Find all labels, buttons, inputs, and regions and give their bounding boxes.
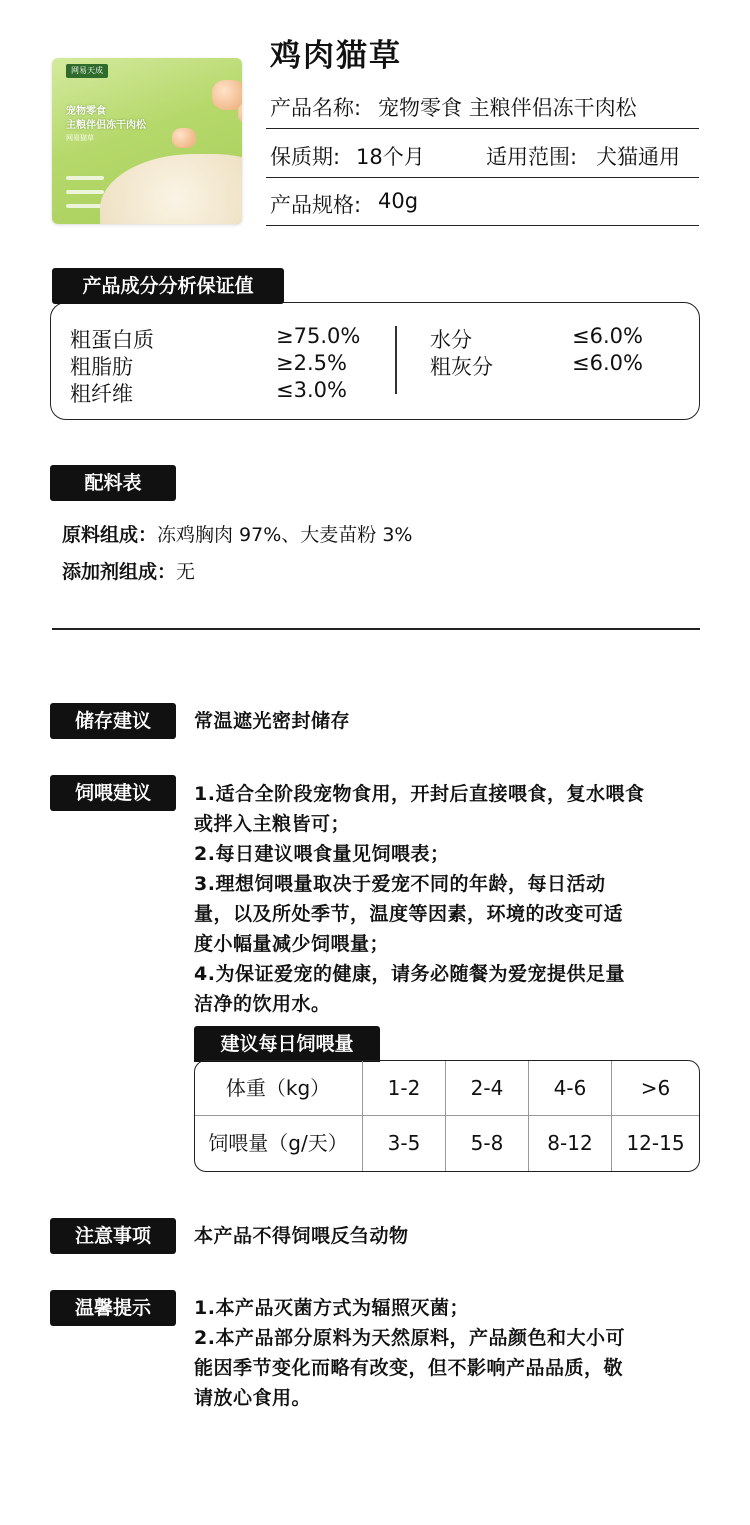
analysis-value: ≥75.0% [276, 324, 361, 348]
package-sub-label: 网易猫草 [66, 134, 94, 142]
scope-value: 犬猫通用 [596, 145, 680, 169]
analysis-divider [395, 326, 397, 394]
feeding-line: 量，以及所处季节，温度等因素，环境的改变可适 [194, 903, 624, 925]
analysis-value: ≤6.0% [572, 351, 643, 375]
tips-line: 2.本产品部分原料为天然原料，产品颜色和大小可 [194, 1327, 625, 1349]
package-line-1: 宠物零食 [66, 106, 106, 117]
info-row-spec [266, 181, 699, 226]
analysis-name: 粗灰分 [430, 355, 493, 379]
analysis-tab: 产品成分分析保证值 [52, 268, 284, 304]
notice-text: 本产品不得饲喂反刍动物 [194, 1225, 409, 1247]
package-bullet [66, 190, 104, 194]
package-line-2: 主粮伴侣冻干肉松 [66, 120, 146, 131]
info-row-name [266, 84, 699, 129]
package-food-illustration [100, 154, 242, 224]
ingredients-tab: 配料表 [50, 465, 176, 501]
analysis-value: ≤6.0% [572, 324, 643, 348]
storage-text: 常温遮光密封储存 [194, 710, 351, 732]
daily-feeding-table [194, 1060, 700, 1172]
spec-label: 产品规格: [270, 193, 362, 217]
tips-line: 能因季节变化而略有改变，但不影响产品品质，敬 [194, 1357, 624, 1379]
spec-value: 40g [378, 189, 419, 213]
scope-label: 适用范围: [486, 145, 578, 169]
package-brand-label: 网易天成 [66, 64, 108, 78]
product-title: 鸡肉猫草 [270, 38, 402, 74]
feeding-line: 度小幅量减少饲喂量； [194, 933, 390, 955]
analysis-name: 粗脂肪 [70, 355, 133, 379]
table-cell: 3-5 [387, 1131, 421, 1155]
table-cell: 2-4 [470, 1076, 504, 1100]
package-bullet [66, 176, 104, 180]
shelf-life-value: 18个月 [356, 145, 425, 169]
table-cell: >6 [640, 1076, 671, 1100]
analysis-value: ≥2.5% [276, 351, 347, 375]
package-chicken-chunk [212, 80, 242, 110]
product-name-label: 产品名称: [270, 96, 362, 120]
table-row-header-amount: 饲喂量（g/天） [208, 1131, 348, 1155]
analysis-name: 粗纤维 [70, 382, 133, 406]
table-cell: 5-8 [470, 1131, 504, 1155]
notice-tab: 注意事项 [50, 1218, 176, 1254]
tips-tab: 温馨提示 [50, 1290, 176, 1326]
table-cell: 12-15 [626, 1131, 685, 1155]
tips-line: 1.本产品灭菌方式为辐照灭菌； [194, 1297, 469, 1319]
table-cell: 8-12 [547, 1131, 593, 1155]
feeding-line: 3.理想饲喂量取决于爱宠不同的年龄，每日活动 [194, 873, 606, 895]
additive-value: 无 [176, 561, 196, 583]
storage-tab: 储存建议 [50, 703, 176, 739]
analysis-name: 水分 [430, 328, 472, 352]
raw-label: 原料组成： [62, 524, 158, 546]
product-name-value: 宠物零食 主粮伴侣冻干肉松 [378, 96, 637, 120]
table-cell: 1-2 [387, 1076, 421, 1100]
section-divider [52, 628, 700, 630]
feeding-line: 4.为保证爱宠的健康，请务必随餐为爱宠提供足量 [194, 963, 625, 985]
raw-ingredients [62, 520, 412, 547]
package-chicken-chunk [172, 128, 196, 148]
feeding-line: 洁净的饮用水。 [194, 993, 331, 1015]
raw-value: 冻鸡胸肉 97%、大麦苗粉 3% [157, 524, 413, 546]
tips-line: 请放心食用。 [194, 1387, 312, 1409]
additive-label: 添加剂组成： [62, 561, 177, 583]
additives [62, 557, 195, 584]
package-bullet [66, 204, 104, 208]
package-chicken-chunk [238, 102, 242, 124]
feeding-text [194, 779, 704, 1019]
analysis-value: ≤3.0% [276, 378, 347, 402]
product-package-image [52, 58, 242, 224]
feeding-tab: 饲喂建议 [50, 775, 176, 811]
analysis-name: 粗蛋白质 [70, 328, 154, 352]
feeding-line: 2.每日建议喂食量见饲喂表； [194, 843, 450, 865]
tips-text [194, 1293, 704, 1413]
table-row-header-weight: 体重（kg） [225, 1076, 331, 1100]
daily-table-tab: 建议每日饲喂量 [194, 1026, 380, 1062]
info-row-shelf [266, 133, 699, 178]
feeding-line: 或拌入主粮皆可； [194, 813, 351, 835]
feeding-line: 1.适合全阶段宠物食用，开封后直接喂食，复水喂食 [194, 783, 645, 805]
shelf-life-label: 保质期: [270, 145, 341, 169]
table-cell: 4-6 [553, 1076, 587, 1100]
